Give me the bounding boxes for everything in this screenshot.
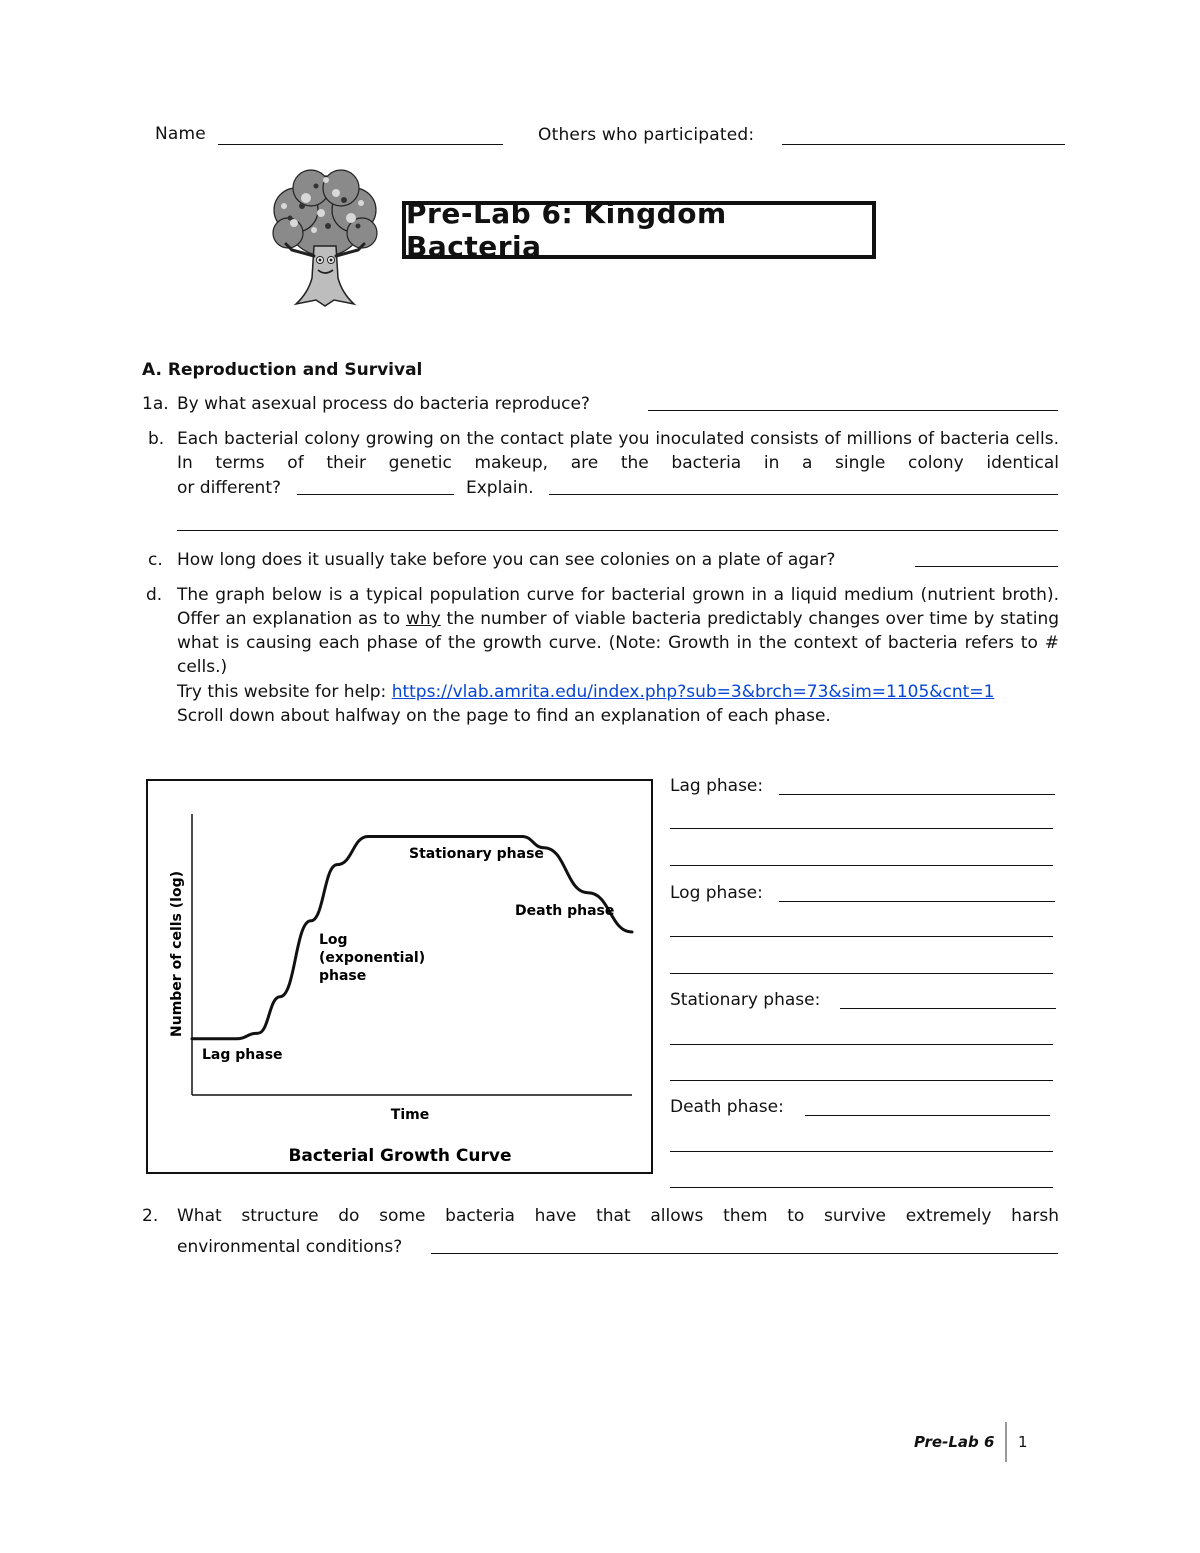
footer-divider <box>1005 1422 1007 1462</box>
answer-2-line[interactable] <box>431 1253 1058 1254</box>
tree-mascot-icon <box>266 168 384 310</box>
question-1d-why: why <box>405 609 441 629</box>
log-phase-answer-line-2[interactable] <box>670 936 1053 937</box>
others-label: Others who participated: <box>538 125 755 145</box>
answer-1b-identical-line[interactable] <box>297 494 454 495</box>
question-1d-part-2: the number of viable bacteria predictably changes over time by stating what is causing each phase of the growth curve. (Note: Growth in the context of bacteria refers to # cells.) <box>177 609 1060 677</box>
log-phase-answer-line[interactable] <box>779 901 1055 902</box>
question-number: c. <box>148 550 163 570</box>
stationary-phase-answer-line-2[interactable] <box>670 1044 1053 1045</box>
answer-1a-line[interactable] <box>648 410 1058 411</box>
annotation-log-3: phase <box>319 968 367 984</box>
lag-phase-answer-line-3[interactable] <box>670 865 1053 866</box>
annotation-log-2: (exponential) <box>319 950 426 966</box>
question-1d-part-1: The graph below is a typical population curve for bacterial grown in a liquid medium (nutrient broth). Offer an explanation as to <box>177 585 1059 629</box>
question-1b-text: Each bacterial colony growing on the contact plate you inoculated consists of millions of bacteria cells. In terms of their genetic makeup, are the bacteria in a single colony identical <box>177 429 1059 473</box>
section-heading: A. Reproduction and Survival <box>142 360 423 380</box>
annotation-log-1: Log <box>319 932 348 948</box>
growth-curve-chart <box>148 781 650 1171</box>
lag-phase-label: Lag phase: <box>670 776 764 796</box>
chart-title: Bacterial Growth Curve <box>288 1146 512 1166</box>
x-axis-label: Time <box>390 1107 430 1123</box>
question-1b-explain: Explain. <box>466 478 534 498</box>
growth-curve-figure <box>146 779 653 1174</box>
footer-label: Pre-Lab 6 <box>914 1433 995 1451</box>
log-phase-answer-line-3[interactable] <box>670 973 1053 974</box>
scroll-instruction: Scroll down about halfway on the page to find an explanation of each phase. <box>177 706 831 726</box>
death-phase-answer-line-2[interactable] <box>670 1151 1053 1152</box>
others-field[interactable] <box>782 144 1065 145</box>
question-number: b. <box>148 429 165 449</box>
question-number: 2. <box>142 1206 159 1226</box>
question-2-tail: environmental conditions? <box>177 1237 403 1257</box>
death-phase-answer-line[interactable] <box>805 1115 1050 1116</box>
help-link[interactable]: https://vlab.amrita.edu/index.php?sub=3&brch=73&sim=1105&cnt=1 <box>391 682 995 702</box>
growth-curve-line <box>192 837 632 1039</box>
stationary-phase-answer-line-3[interactable] <box>670 1080 1053 1081</box>
question-1c-text: How long does it usually take before you can see colonies on a plate of agar? <box>177 550 836 570</box>
help-line <box>177 680 994 704</box>
answer-1b-explain-line-2[interactable] <box>177 530 1058 531</box>
question-1d-text <box>177 583 1059 679</box>
answer-1b-explain-line[interactable] <box>549 494 1058 495</box>
lag-phase-answer-line-2[interactable] <box>670 828 1053 829</box>
question-1b-tail: or different? <box>177 478 282 498</box>
lag-phase-answer-line[interactable] <box>779 794 1055 795</box>
page-title: Pre-Lab 6: Kingdom Bacteria <box>402 201 876 259</box>
question-1a-text: By what asexual process do bacteria reproduce? <box>177 394 590 414</box>
name-label: Name <box>155 124 206 144</box>
name-field[interactable] <box>218 144 503 145</box>
question-number: 1a. <box>142 394 169 414</box>
help-label: Try this website for help: <box>177 682 387 702</box>
stationary-phase-label: Stationary phase: <box>670 990 821 1010</box>
page-number: 1 <box>1018 1433 1028 1451</box>
answer-1c-line[interactable] <box>915 566 1058 567</box>
annotation-lag: Lag phase <box>202 1047 283 1063</box>
annotation-stationary: Stationary phase <box>409 846 544 862</box>
question-2-text: What structure do some bacteria have that allows them to survive extremely harsh <box>177 1206 1059 1226</box>
death-phase-label: Death phase: <box>670 1097 784 1117</box>
annotation-death: Death phase <box>515 903 615 919</box>
log-phase-label: Log phase: <box>670 883 763 903</box>
y-axis-label: Number of cells (log) <box>169 871 185 1037</box>
stationary-phase-answer-line[interactable] <box>840 1008 1056 1009</box>
question-number: d. <box>146 585 163 605</box>
death-phase-answer-line-3[interactable] <box>670 1187 1053 1188</box>
